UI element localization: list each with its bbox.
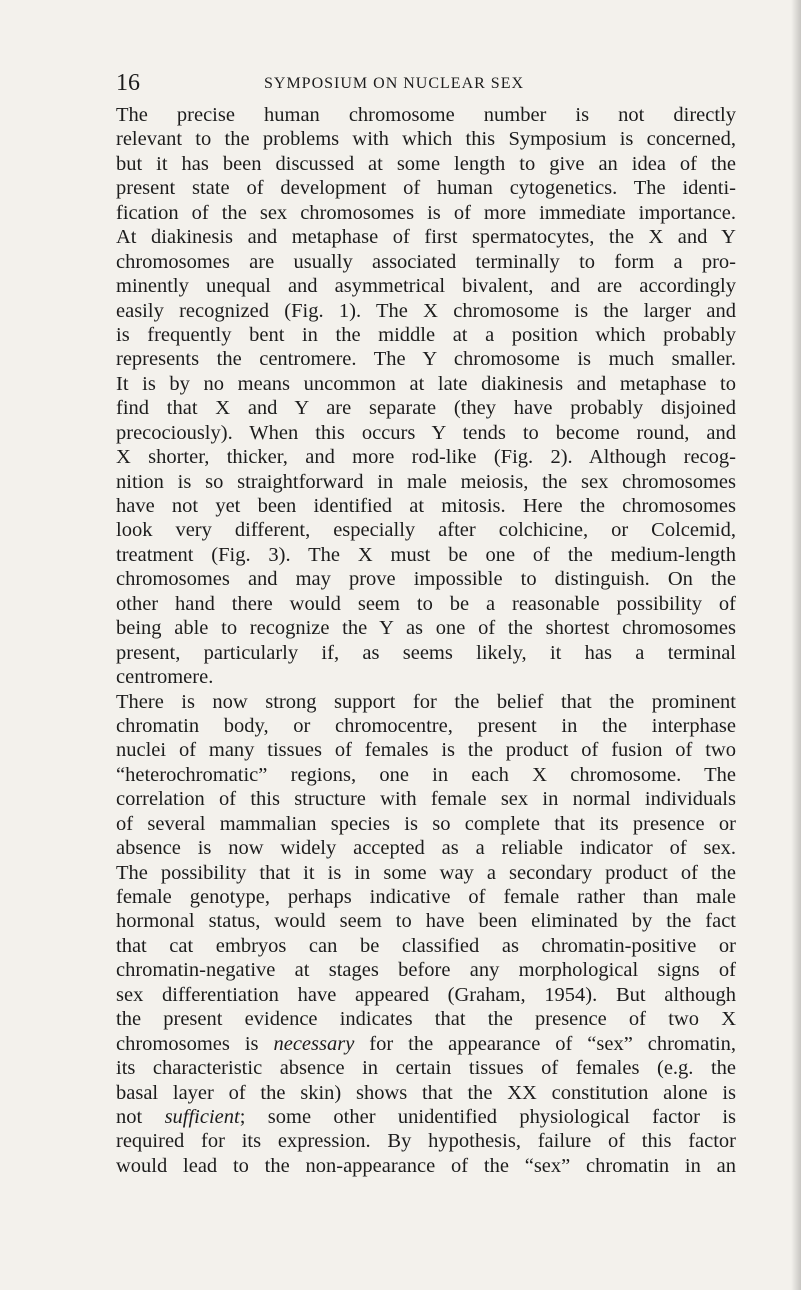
- text-line: nition is so straightforward in male meiosis, the sex chromosomes: [116, 470, 736, 493]
- text-line-mixed: [116, 1105, 736, 1129]
- text-line: minently unequal and asymmetrical bivalent, and are accordingly: [116, 275, 736, 298]
- text-line: X shorter, thicker, and more rod-like (Fig. 2). Although recog-: [116, 446, 736, 469]
- text-line: chromosomes and may prove impossible to distinguish. On the: [116, 568, 736, 591]
- text-line: precociously). When this occurs Y tends to become round, and: [116, 421, 736, 444]
- text-line: other hand there would seem to be a reasonable possibility of: [116, 592, 736, 615]
- text-line: treatment (Fig. 3). The X must be one of the medium-length: [116, 543, 736, 566]
- page-header: [116, 68, 736, 98]
- text-line: relevant to the problems with which this Symposium is concerned,: [116, 128, 736, 151]
- text-line: sex differentiation have appeared (Graham, 1954). But although: [116, 983, 736, 1006]
- italic-word: sufficient: [164, 1105, 240, 1128]
- italic-word: necessary: [273, 1032, 355, 1055]
- text-line: fication of the sex chromosomes is of more immediate importance.: [116, 201, 736, 224]
- text-line: but it has been discussed at some length to give an idea of the: [116, 152, 736, 175]
- text-line: find that X and Y are separate (they have probably disjoined: [116, 397, 736, 420]
- text-line: represents the centromere. The Y chromosome is much smaller.: [116, 348, 736, 371]
- text-line: chromatin-negative at stages before any morphological signs of: [116, 959, 736, 982]
- text-segment: ; some other unidentified physiological factor is: [239, 1105, 736, 1128]
- text-segment: not: [116, 1105, 165, 1128]
- text-line: is frequently bent in the middle at a position which probably: [116, 323, 736, 346]
- text-line: The precise human chromosome number is not directly: [116, 104, 736, 126]
- text-line: have not yet been identified at mitosis. Here the chromosomes: [116, 495, 736, 517]
- text-line: The possibility that it is in some way a secondary product of the: [116, 861, 736, 884]
- text-line: There is now strong support for the belief that the prominent: [116, 690, 736, 713]
- page-edge-shadow: [791, 0, 801, 1290]
- text-line: its characteristic absence in certain tissues of females (e.g. the: [116, 1057, 736, 1080]
- text-line: correlation of this structure with female sex in normal individuals: [116, 788, 736, 811]
- text-line: absence is now widely accepted as a reliable indicator of sex.: [116, 837, 736, 860]
- text-line-mixed: [116, 1032, 736, 1056]
- running-head: SYMPOSIUM ON NUCLEAR SEX: [264, 75, 525, 92]
- text-line: hormonal status, would seem to have been eliminated by the fact: [116, 910, 736, 933]
- text-line: At diakinesis and metaphase of first spermatocytes, the X and Y: [116, 226, 736, 249]
- text-line: required for its expression. By hypothesis, failure of this factor: [116, 1130, 736, 1153]
- text-segment: for the appearance of “sex” chromatin,: [354, 1032, 736, 1055]
- text-line: female genotype, perhaps indicative of female rather than male: [116, 886, 736, 908]
- text-line: easily recognized (Fig. 1). The X chromosome is the larger and: [116, 299, 736, 322]
- text-line: present state of development of human cytogenetics. The identi-: [116, 177, 736, 200]
- text-line: the present evidence indicates that the presence of two X: [116, 1008, 736, 1031]
- body-text: [116, 103, 736, 1178]
- text-line: of several mammalian species is so complete that its presence or: [116, 812, 736, 835]
- text-line: nuclei of many tissues of females is the product of fusion of two: [116, 739, 736, 762]
- text-line: chromatin body, or chromocentre, present in the interphase: [116, 714, 736, 737]
- text-line: look very different, especially after colchicine, or Colcemid,: [116, 519, 736, 542]
- text-line: would lead to the non-appearance of the “sex” chromatin in an: [116, 1154, 736, 1177]
- text-line: chromosomes are usually associated terminally to form a pro-: [116, 250, 736, 273]
- text-line: centromere.: [116, 666, 214, 689]
- text-line: present, particularly if, as seems likely, it has a terminal: [116, 641, 736, 664]
- text-line: “heterochromatic” regions, one in each X chromosome. The: [116, 763, 736, 786]
- page-number: 16: [116, 70, 140, 96]
- text-segment: chromosomes is: [116, 1032, 274, 1055]
- text-line: It is by no means uncommon at late diakinesis and metaphase to: [116, 372, 736, 395]
- text-line: being able to recognize the Y as one of the shortest chromosomes: [116, 617, 736, 640]
- text-line: basal layer of the skin) shows that the XX constitution alone is: [116, 1081, 736, 1104]
- text-line: that cat embryos can be classified as chromatin-positive or: [116, 934, 736, 957]
